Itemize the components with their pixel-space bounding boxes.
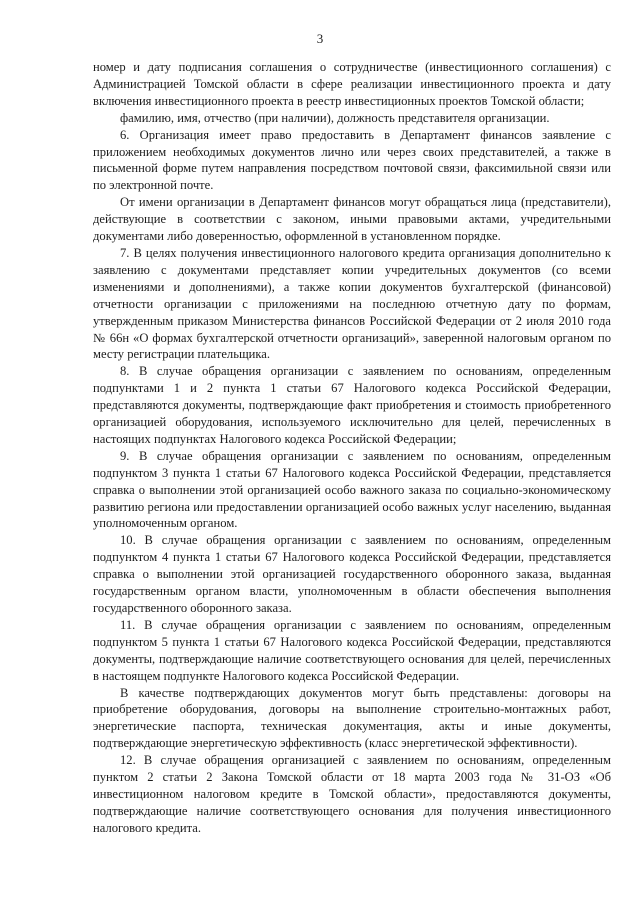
paragraph-6: 8. В случае обращения организации с заявлением по основаниям, определенным подпунктами 1 и 2 пункта 1 статьи 67 Налогового кодекса Российской Федерации, представляются документы, подтверждающие факт приобретения и стоимость приобретенного организацией оборудования, используемого исключительно для целей, перечисленных в настоящих подпунктах Налогового кодекса Российской Федерации; xyxy=(93,364,611,446)
paragraph-3: 6. Организация имеет право предоставить в Департамент финансов заявление с приложением необходимых документов лично или через своих представителей, а также в письменной форме путем направления посредством почтовой связи, факсимильной связи или по электронной почте. xyxy=(93,127,611,193)
paragraph-10: В качестве подтверждающих документов могут быть представлены: договоры на приобретение оборудования, договоры на выполнение строительно-монтажных работ, энергетические паспорта, техническая документация, акты и иные документы, подтверждающие энергетическую эффективность (класс энергетической эффективности). xyxy=(93,685,611,751)
paragraph-9: 11. В случае обращения организации с заявлением по основаниям, определенным подпунктом 5 пункта 1 статьи 67 Налогового кодекса Российской Федерации, представляются документы, подтверждающие наличие соответствующего основания для целей, перечисленных в настоящем подпункте Налогового кодекса Российской Федерации. xyxy=(93,617,611,683)
paragraph-4: От имени организации в Департамент финансов могут обращаться лица (представители), действующие в соответствии с законом, иными правовыми актами, учредительными документами либо доверенностью, оформленной в установленном порядке. xyxy=(93,195,611,244)
paragraph-8: 10. В случае обращения организации с заявлением по основаниям, определенным подпунктом 4 пункта 1 статьи 67 Налогового кодекса Российской Федерации, представляется справка о выполнении этой организацией государственного оборонного заказа, выданная государственным органом власти, уполномоченным в области обеспечения выполнения государственного оборонного заказа. xyxy=(93,533,611,615)
paragraph-11: 12. В случае обращения организацией с заявлением по основаниям, определенным пунктом 2 статьи 2 Закона Томской области от 18 марта 2003 года № 31-ОЗ «Об инвестиционном налоговом кредите в Томской области», предоставляются документы, подтверждающие наличие соответствующего основания для получения инвестиционного налогового кредита. xyxy=(93,753,611,835)
paragraph-2: фамилию, имя, отчество (при наличии), должность представителя организации. xyxy=(120,110,550,125)
document-body xyxy=(93,59,611,837)
paragraph-5: 7. В целях получения инвестиционного налогового кредита организация дополнительно к заявлению с документами представляет копии учредительных документов (со всеми изменениями и дополнениями), а также копии документов бухгалтерской (финансовой) отчетности организации с приложениями на последнюю отчетную дату по формам, утвержденным приказом Министерства финансов Российской Федерации от 2 июля 2010 года № 66н «О формах бухгалтерской отчетности организаций», заверенной налоговым органом по месту регистрации плательщика. xyxy=(93,245,611,362)
paragraph-7: 9. В случае обращения организации с заявлением по основаниям, определенным подпунктом 3 пункта 1 статьи 67 Налогового кодекса Российской Федерации, представляется справка о выполнении этой организацией особо важного заказа по социально-экономическому развитию региона или предоставлении организацией особо важных услуг населению, выданная уполномоченным органом. xyxy=(93,448,611,531)
page-number: 3 xyxy=(316,31,324,46)
paragraph-1: номер и дату подписания соглашения о сотрудничестве (инвестиционного соглашения) с Администрацией Томской области в сфере реализации инвестиционного проекта и дату включения инвестиционного проекта в реестр инвестиционных проектов Томской области; xyxy=(93,60,611,108)
